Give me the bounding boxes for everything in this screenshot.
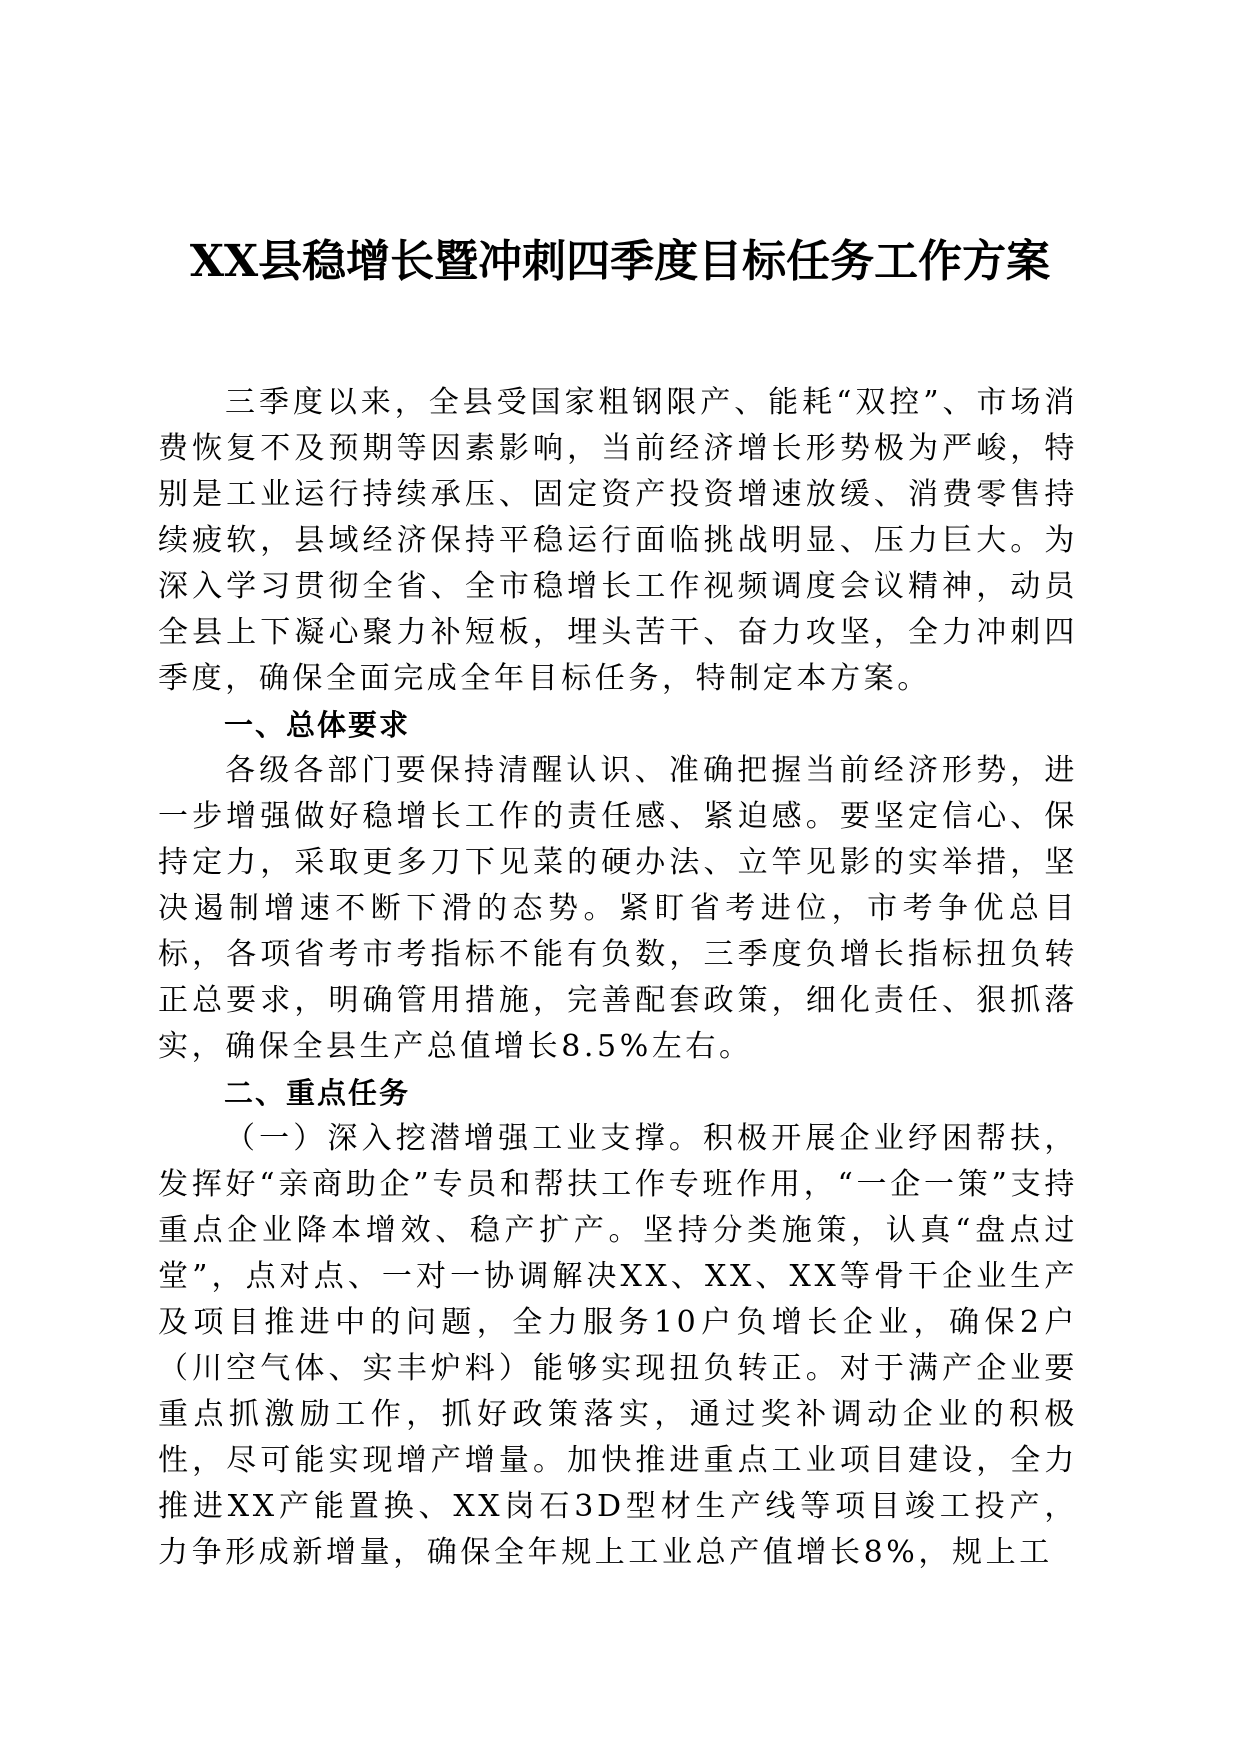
document-title: XX县稳增长暨冲刺四季度目标任务工作方案 bbox=[189, 236, 1051, 287]
overall-requirements-paragraph: 各级各部门要保持清醒认识、准确把握当前经济形势，进一步增强做好稳增长工作的责任感、紧迫感。要坚定信心、保持定力，采取更多刀下见菜的硬办法、立竿见影的实举措，坚决遏制增速不断下滑的态势。紧盯省考进位，市考争优总目标，各项省考市考指标不能有负数，三季度负增长指标扭负转正总要求，明确管用措施，完善配套政策，细化责任、狠抓落实，确保全县生产总值增长8.5%左右。 bbox=[158, 753, 1078, 1064]
key-task-industry-paragraph: （一）深入挖潜增强工业支撑。积极开展企业纾困帮扶，发挥好“亲商助企”专员和帮扶工作专班作用，“一企一策”支持重点企业降本增效、稳产扩产。坚持分类施策，认真“盘点过堂”，点对点、一对一协调解决XX、XX、XX等骨干企业生产及项目推进中的问题，全力服务10户负增长企业，确保2户（川空气体、实丰炉料）能够实现扭负转正。对于满产企业要重点抓激励工作，抓好政策落实，通过奖补调动企业的积极性，尽可能实现增产增量。加快推进重点工业项目建设，全力推进XX产能置换、XX岗石3D型材生产线等项目竣工投产，力争形成新增量，确保全年规上工业总产值增长8%，规上工 bbox=[158, 1121, 1078, 1570]
section-heading-key-tasks: 二、重点任务 bbox=[224, 1076, 411, 1110]
section-heading-overall-requirements: 一、总体要求 bbox=[224, 708, 411, 742]
intro-paragraph: 三季度以来，全县受国家粗钢限产、能耗“双控”、市场消费恢复不及预期等因素影响，当前经济增长形势极为严峻，特别是工业运行持续承压、固定资产投资增速放缓、消费零售持续疲软，县域经济保持平稳运行面临挑战明显、压力巨大。为深入学习贯彻全省、全市稳增长工作视频调度会议精神，动员全县上下凝心聚力补短板，埋头苦干、奋力攻坚，全力冲刺四季度，确保全面完成全年目标任务，特制定本方案。 bbox=[158, 385, 1078, 696]
document-body bbox=[158, 380, 1078, 1576]
